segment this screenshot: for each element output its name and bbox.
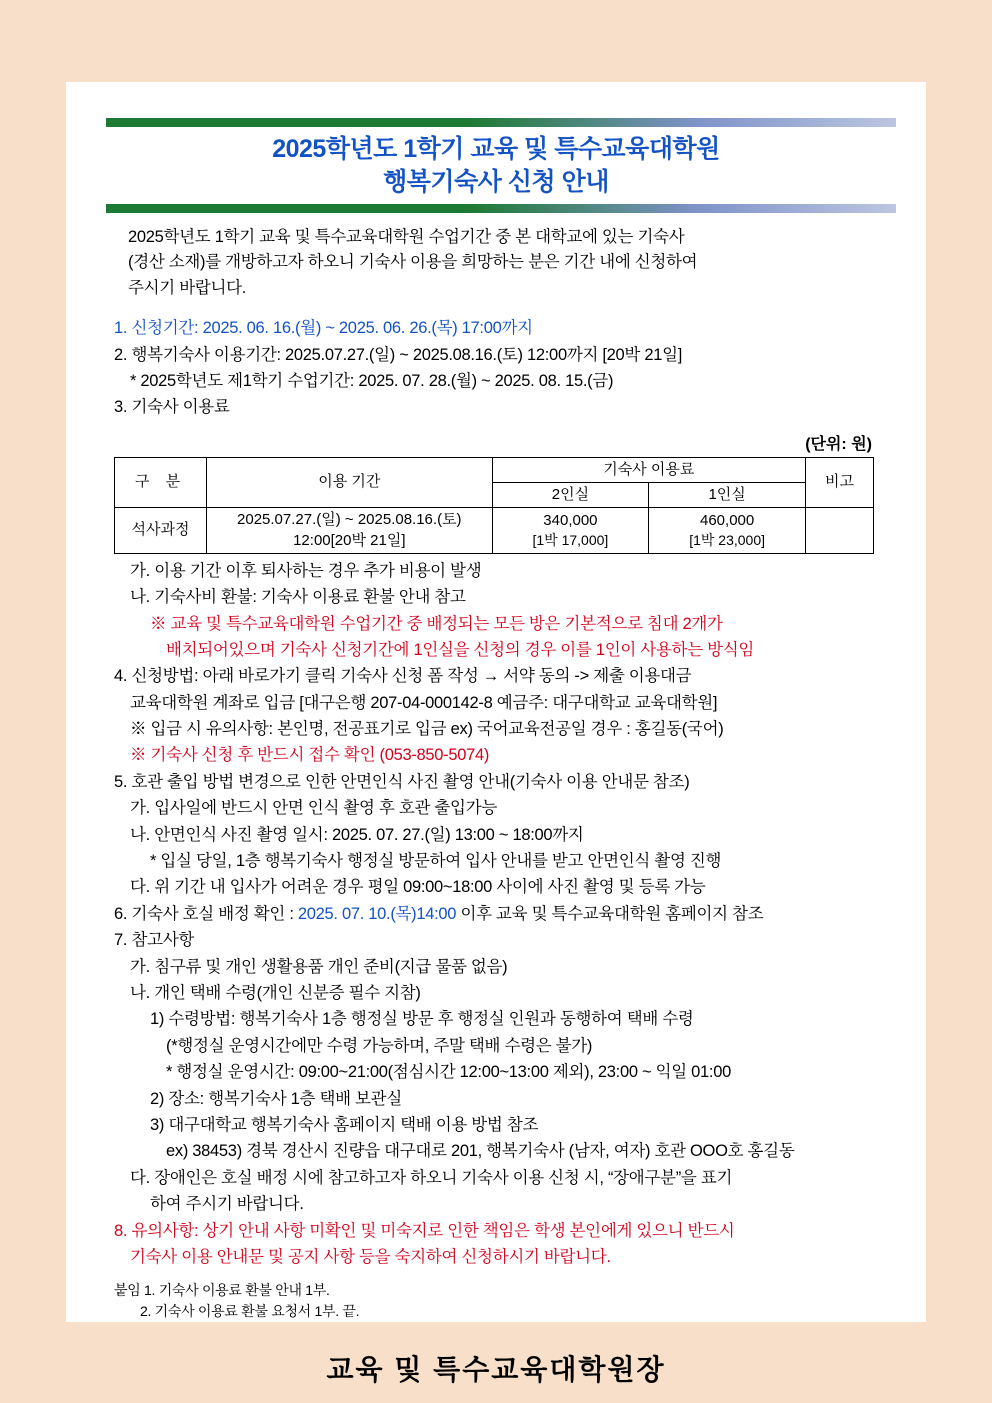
- item-7-b-3-example: ex) 38453) 경북 경산시 진량읍 대구대로 201, 행복기숙사 (남자, 여자) 호관 OOO호 홍길동: [166, 1142, 795, 1161]
- item-8-caution-line-1: 8. 유의사항: 상기 안내 사항 미확인 및 미숙지로 인한 책임은 학생 본인에게 있으니 반드시: [114, 1221, 735, 1240]
- header-period: 이용 기간: [207, 457, 493, 508]
- item-7-b-2: 2) 장소: 행복기숙사 1층 택배 보관실: [150, 1089, 402, 1108]
- cell-fee-single: [649, 508, 806, 554]
- item-7-c-line-1: 다. 장애인은 호실 배정 시에 참고하고자 하오니 기숙사 이용 신청 시, “장애구분”을 표기: [130, 1168, 733, 1187]
- item-5-face-recognition: 5. 호관 출입 방법 변경으로 인한 안면인식 사진 촬영 안내(기숙사 이용 안내문 참조): [114, 772, 690, 791]
- title-line-2: 행복기숙사 신청 안내: [383, 168, 609, 197]
- document-page: [66, 82, 926, 1386]
- table-row: [115, 508, 874, 554]
- cell-fee-single-amount: 460,000: [700, 511, 755, 529]
- item-3-dorm-fee-heading: 3. 기숙사 이용료: [114, 398, 230, 417]
- item-4-confirm-phone: ※ 기숙사 신청 후 반드시 접수 확인 (053-850-5074): [130, 746, 490, 765]
- item-7-b-3: 3) 대구대학교 행복기숙사 홈페이지 택배 이용 방법 참조: [150, 1115, 539, 1134]
- cell-gubun: 석사과정: [115, 508, 207, 554]
- header-fee: 기숙사 이용료: [492, 457, 805, 482]
- item-3-c-line-2: 배치되어있으며 기숙사 신청기간에 1인실을 신청의 경우 이를 1인이 사용하는 방식임: [166, 640, 755, 659]
- item-7-c-line-2: 하여 주시기 바랍니다.: [150, 1195, 304, 1214]
- cell-fee-double: [492, 508, 649, 554]
- fee-table-unit-label: (단위: 원): [805, 435, 872, 453]
- attachment-block: [114, 1280, 886, 1322]
- item-2-dorm-usage-period: 2. 행복기숙사 이용기간: 2025.07.27.(일) ~ 2025.08.16.(토) 12:00까지 [20박 21일]: [114, 345, 683, 364]
- item-3-c-line-1: ※ 교육 및 특수교육대학원 수업기간 중 배정되는 모든 방은 기본적으로 침대 2개가: [150, 614, 723, 633]
- cell-period-line-2: 12:00[20박 21일]: [293, 531, 406, 549]
- item-7-b-1-note: (*행정실 운영시간에만 수령 가능하며, 주말 택배 수령은 불가): [166, 1036, 593, 1055]
- intro-line-3: 주시기 바랍니다.: [128, 278, 247, 297]
- item-4-application-method: 4. 신청방법: 아래 바로가기 클릭 기숙사 신청 폼 작성 → 서약 동의 -> 제출 이용대금: [114, 667, 692, 686]
- header-divider-bar-bottom: [106, 204, 896, 213]
- intro-line-2: (경산 소재)를 개방하고자 하오니 기숙사 이용을 희망하는 분은 기간 내에 신청하여: [128, 253, 698, 272]
- cell-fee-double-per-night: [1박 17,000]: [532, 532, 609, 549]
- item-6-room-assignment: [114, 901, 886, 927]
- item-7-b-1: 1) 수령방법: 행복기숙사 1층 행정실 방문 후 행정실 인원과 동행하여 택배 수령: [150, 1010, 694, 1029]
- attachment-line-1: 붙임 1. 기숙사 이용료 환불 안내 1부.: [114, 1282, 330, 1299]
- item-2-note-class-period: * 2025학년도 제1학기 수업기간: 2025. 07. 28.(월) ~ 2025. 08. 15.(금): [130, 371, 614, 390]
- item-4-deposit-caution: ※ 입금 시 유의사항: 본인명, 전공표기로 입금 ex) 국어교육전공일 경우 : 홍길동(국어): [130, 720, 724, 739]
- item-6-prefix: 6. 기숙사 호실 배정 확인 :: [114, 904, 298, 923]
- item-6-suffix: 이후 교육 및 특수교육대학원 홈페이지 참조: [456, 904, 764, 923]
- fee-table: [114, 457, 874, 554]
- title-line-1: 2025학년도 1학기 교육 및 특수교육대학원: [272, 135, 720, 163]
- cell-period-line-1: 2025.07.27.(일) ~ 2025.08.16.(토): [237, 511, 462, 529]
- item-5-c: 다. 위 기간 내 입사가 어려운 경우 평일 09:00~18:00 사이에 사진 촬영 및 등록 가능: [130, 878, 706, 897]
- item-8-caution-line-2: 기숙사 이용 안내문 및 공지 사항 등을 숙지하여 신청하시기 바랍니다.: [130, 1247, 611, 1266]
- item-7-a: 가. 침구류 및 개인 생활용품 개인 준비(지급 물품 없음): [130, 957, 508, 976]
- item-7-b-1-hours: * 행정실 운영시간: 09:00~21:00(점심시간 12:00~13:00 제외), 23:00 ~ 익일 01:00: [166, 1063, 731, 1082]
- item-7-references: 7. 참고사항: [114, 931, 195, 950]
- signature-line: 교육 및 특수교육대학원장: [326, 1354, 666, 1386]
- header-fee-double-room: 2인실: [492, 483, 649, 508]
- item-5-a: 가. 입사일에 반드시 안면 인식 촬영 후 호관 출입가능: [130, 799, 497, 818]
- item-7-b: 나. 개인 택배 수령(개인 신분증 필수 지참): [130, 984, 421, 1002]
- item-3-b: 나. 기숙사비 환불: 기숙사 이용료 환불 안내 참고: [130, 588, 466, 607]
- item-5-b: 나. 안면인식 사진 촬영 일시: 2025. 07. 27.(일) 13:00 ~ 18:00까지: [130, 825, 584, 844]
- item-3-a: 가. 이용 기간 이후 퇴사하는 경우 추가 비용이 발생: [130, 561, 482, 580]
- header-note: 비고: [805, 457, 873, 508]
- table-header-row-1: [115, 457, 874, 482]
- cell-fee-single-per-night: [1박 23,000]: [689, 532, 766, 549]
- document-title: [106, 127, 886, 204]
- header-gubun: 구 분: [115, 457, 207, 508]
- cell-note: [805, 508, 873, 554]
- intro-paragraph: [128, 225, 888, 302]
- item-1-application-period: 1. 신청기간: 2025. 06. 16.(월) ~ 2025. 06. 26.(목) 17:00까지: [114, 319, 533, 338]
- item-6-date: 2025. 07. 10.(목)14:00: [297, 904, 457, 923]
- cell-period: [207, 508, 493, 554]
- intro-line-1: 2025학년도 1학기 교육 및 특수교육대학원 수업기간 중 본 대학교에 있는 기숙사: [128, 227, 685, 246]
- item-5-b-note: * 입실 당일, 1층 행복기숙사 행정실 방문하여 입사 안내를 받고 안면인식 촬영 진행: [150, 852, 722, 871]
- cell-fee-double-amount: 340,000: [543, 511, 598, 529]
- header-divider-bar-top: [106, 118, 896, 127]
- item-4-account-info: 교육대학원 계좌로 입금 [대구은행 207-04-000142-8 예금주: 대구대학교 교육대학원]: [130, 693, 718, 712]
- attachment-line-2: 2. 기숙사 이용료 환불 요청서 1부. 끝.: [140, 1303, 360, 1320]
- header-fee-single-room: 1인실: [649, 483, 806, 508]
